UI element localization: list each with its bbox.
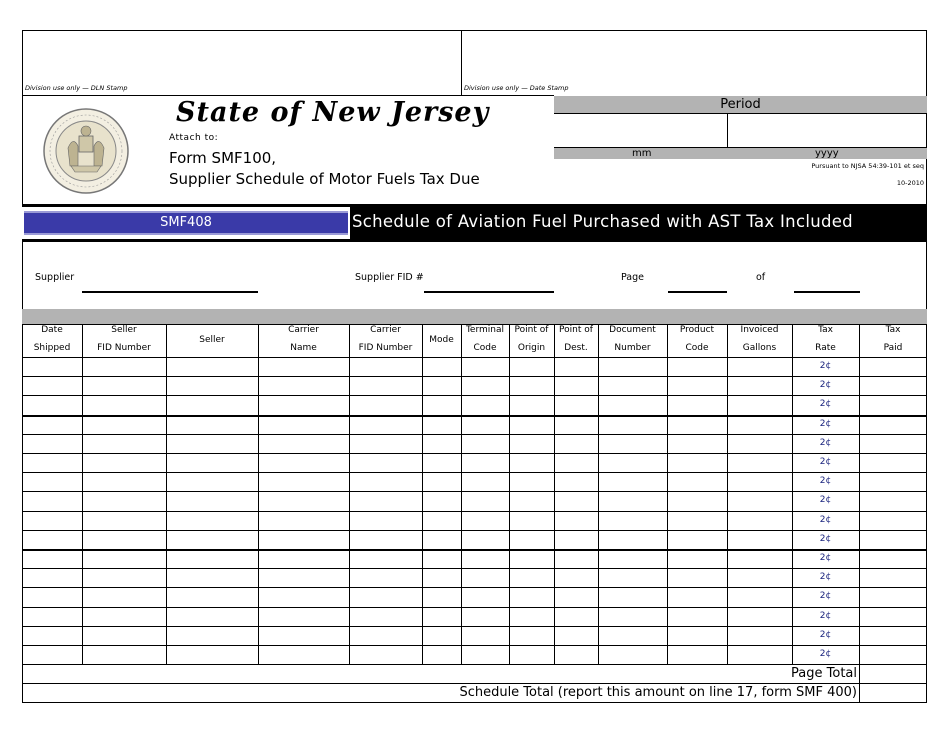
table-cell-input[interactable] — [599, 646, 667, 664]
table-cell-input[interactable] — [728, 550, 792, 568]
column-header — [792, 324, 859, 357]
table-cell-input[interactable] — [510, 416, 554, 434]
table-cell-input[interactable] — [350, 492, 422, 510]
table-cell-input[interactable] — [462, 627, 509, 645]
table-cell-input[interactable] — [510, 531, 554, 549]
table-cell-input[interactable] — [555, 396, 598, 414]
table-cell-input[interactable] — [423, 627, 461, 645]
tax-rate-value: 2¢ — [819, 572, 832, 583]
table-cell-input[interactable] — [728, 588, 792, 606]
table-cell-input[interactable] — [599, 608, 667, 626]
table-cell-input[interactable] — [259, 608, 349, 626]
table-cell-input[interactable] — [167, 435, 258, 453]
column-header-line2: Shipped — [33, 343, 71, 353]
table-cell-input[interactable] — [259, 646, 349, 664]
tax-rate-value: 2¢ — [819, 399, 832, 410]
table-cell-input[interactable] — [860, 435, 927, 453]
table-cell-input[interactable] — [555, 550, 598, 568]
column-header — [349, 324, 422, 357]
table-cell-input[interactable] — [423, 396, 461, 414]
table-cell-input[interactable] — [259, 396, 349, 414]
table-cell-input[interactable] — [167, 473, 258, 491]
table-cell-input[interactable] — [668, 416, 727, 434]
pursuant-note: Pursuant to NJSA 54:39-101 et seq — [811, 162, 924, 170]
table-cell-input[interactable] — [259, 454, 349, 472]
table-cell-input[interactable] — [599, 588, 667, 606]
table-cell-input[interactable] — [555, 454, 598, 472]
table-cell-input[interactable] — [259, 416, 349, 434]
table-cell-input[interactable] — [510, 396, 554, 414]
dln-stamp-label: Division use only — DLN Stamp — [25, 84, 128, 92]
table-cell-input[interactable] — [668, 531, 727, 549]
column-header-line2: Name — [290, 343, 317, 353]
table-cell-input[interactable] — [860, 473, 927, 491]
table-cell-input[interactable] — [350, 588, 422, 606]
table-cell-input[interactable] — [23, 531, 82, 549]
table-cell-input[interactable] — [668, 473, 727, 491]
table-cell-input[interactable] — [83, 512, 166, 530]
table-cell-input[interactable] — [510, 512, 554, 530]
table-cell-input[interactable] — [728, 512, 792, 530]
table-cell-input[interactable] — [668, 435, 727, 453]
column-header-line2: Code — [473, 343, 497, 353]
table-cell-input[interactable] — [728, 396, 792, 414]
column-header-line1: Tax — [885, 325, 901, 335]
table-cell-input[interactable] — [860, 416, 927, 434]
table-cell-input[interactable] — [83, 435, 166, 453]
column-header — [22, 324, 82, 357]
table-cell-input[interactable] — [23, 608, 82, 626]
column-header-line2: Origin — [517, 343, 546, 353]
table-cell-input[interactable] — [555, 531, 598, 549]
table-cell-input[interactable] — [350, 608, 422, 626]
period-label: Period — [720, 97, 761, 112]
column-header-line1: Terminal — [465, 325, 505, 335]
table-cell-input[interactable] — [167, 492, 258, 510]
table-cell-input[interactable] — [83, 358, 166, 376]
of-label: of — [756, 272, 766, 283]
column-header — [258, 324, 349, 357]
table-cell-input[interactable] — [599, 435, 667, 453]
table-cell-input[interactable] — [728, 608, 792, 626]
table-cell-input[interactable] — [423, 473, 461, 491]
table-cell-input[interactable] — [860, 531, 927, 549]
column-header-line1: Point of — [559, 325, 593, 335]
table-cell-input[interactable] — [350, 512, 422, 530]
table-cell-input[interactable] — [423, 531, 461, 549]
table-cell-input[interactable] — [167, 646, 258, 664]
table-cell-input[interactable] — [860, 358, 927, 376]
tax-rate-value: 2¢ — [819, 437, 832, 448]
table-cell-input[interactable] — [668, 377, 727, 395]
table-cell-input[interactable] — [83, 416, 166, 434]
date-stamp-label: Division use only — Date Stamp — [464, 84, 569, 92]
table-cell-input[interactable] — [860, 569, 927, 587]
table-cell-input[interactable] — [860, 377, 927, 395]
table-cell-input[interactable] — [599, 416, 667, 434]
table-cell-input[interactable] — [259, 550, 349, 568]
table-cell-input[interactable] — [510, 435, 554, 453]
table-cell-input[interactable] — [462, 646, 509, 664]
column-header — [461, 324, 509, 357]
table-cell-input[interactable] — [423, 377, 461, 395]
tax-rate-value: 2¢ — [819, 610, 832, 621]
table-cell-input[interactable] — [423, 550, 461, 568]
table-cell-input[interactable] — [83, 627, 166, 645]
table-cell-input[interactable] — [350, 416, 422, 434]
table-cell-input[interactable] — [350, 550, 422, 568]
table-cell-input[interactable] — [350, 531, 422, 549]
table-cell-input[interactable] — [728, 435, 792, 453]
table-cell-input[interactable] — [860, 608, 927, 626]
table-cell-input[interactable] — [668, 608, 727, 626]
table-cell-input[interactable] — [510, 358, 554, 376]
tax-rate-value: 2¢ — [819, 476, 832, 487]
table-cell-input[interactable] — [555, 416, 598, 434]
table-cell-input[interactable] — [259, 569, 349, 587]
table-cell-input[interactable] — [510, 627, 554, 645]
table-cell-input[interactable] — [23, 473, 82, 491]
column-header-line1: Seller — [199, 335, 225, 345]
table-cell-input[interactable] — [83, 550, 166, 568]
table-cell-input[interactable] — [423, 435, 461, 453]
table-cell-input[interactable] — [668, 512, 727, 530]
column-header-line1: Point of — [514, 325, 549, 335]
table-cell-input[interactable] — [668, 454, 727, 472]
table-cell-input[interactable] — [462, 473, 509, 491]
table-cell-input[interactable] — [462, 416, 509, 434]
table-cell-input[interactable] — [350, 646, 422, 664]
table-cell-input[interactable] — [510, 454, 554, 472]
table-cell-input[interactable] — [259, 588, 349, 606]
table-cell-input[interactable] — [462, 358, 509, 376]
table-cell-input[interactable] — [510, 646, 554, 664]
table-cell-input[interactable] — [728, 492, 792, 510]
tax-rate-value: 2¢ — [819, 591, 832, 602]
state-title: State of New Jersey — [176, 97, 490, 128]
table-cell-input[interactable] — [462, 550, 509, 568]
column-header-line2: FID Number — [97, 343, 151, 353]
column-header — [509, 324, 554, 357]
column-header — [422, 324, 461, 357]
table-cell-input[interactable] — [555, 492, 598, 510]
table-cell-input[interactable] — [462, 531, 509, 549]
table-cell-input[interactable] — [555, 512, 598, 530]
table-cell-input[interactable] — [555, 588, 598, 606]
table-cell-input[interactable] — [510, 588, 554, 606]
table-cell-input[interactable] — [462, 454, 509, 472]
table-cell-input[interactable] — [167, 550, 258, 568]
table-cell-input[interactable] — [728, 531, 792, 549]
table-cell-input[interactable] — [599, 473, 667, 491]
table-cell-input[interactable] — [167, 454, 258, 472]
table-cell-input[interactable] — [728, 627, 792, 645]
table-cell-input[interactable] — [23, 588, 82, 606]
column-header-line1: Seller — [111, 325, 137, 335]
table-cell-input[interactable] — [350, 473, 422, 491]
table-cell-input[interactable] — [462, 492, 509, 510]
table-cell-input[interactable] — [350, 454, 422, 472]
table-cell-input[interactable] — [599, 550, 667, 568]
table-cell-input[interactable] — [599, 512, 667, 530]
form-reference-line2: Supplier Schedule of Motor Fuels Tax Due — [169, 170, 480, 188]
table-cell-input[interactable] — [259, 531, 349, 549]
table-cell-input[interactable] — [423, 358, 461, 376]
table-cell-input[interactable] — [462, 512, 509, 530]
column-header — [166, 324, 258, 357]
table-cell-input[interactable] — [167, 608, 258, 626]
table-cell-input[interactable] — [860, 492, 927, 510]
table-cell-input[interactable] — [599, 454, 667, 472]
column-header-line2: Gallons — [742, 343, 777, 353]
table-cell-input[interactable] — [350, 435, 422, 453]
table-cell-input[interactable] — [259, 473, 349, 491]
table-cell-input[interactable] — [668, 646, 727, 664]
table-cell-input[interactable] — [83, 588, 166, 606]
table-cell-input[interactable] — [23, 435, 82, 453]
table-cell-input[interactable] — [728, 416, 792, 434]
table-cell-input[interactable] — [167, 377, 258, 395]
tax-rate-value: 2¢ — [819, 553, 832, 563]
table-cell-input[interactable] — [599, 396, 667, 414]
table-cell-input[interactable] — [259, 358, 349, 376]
column-header-line1: Product — [679, 325, 715, 335]
column-header-line1: Tax — [818, 325, 833, 335]
table-cell-input[interactable] — [23, 627, 82, 645]
tax-rate-value: 2¢ — [819, 361, 832, 371]
table-cell-input[interactable] — [83, 608, 166, 626]
table-cell-input[interactable] — [668, 588, 727, 606]
table-cell-input[interactable] — [350, 396, 422, 414]
table-cell-input[interactable] — [555, 627, 598, 645]
table-cell-input[interactable] — [23, 492, 82, 510]
table-cell-input[interactable] — [23, 512, 82, 530]
table-cell-input[interactable] — [668, 358, 727, 376]
table-cell-input[interactable] — [83, 396, 166, 414]
table-cell-input[interactable] — [167, 416, 258, 434]
tax-rate-value: 2¢ — [819, 457, 832, 467]
table-cell-input[interactable] — [728, 646, 792, 664]
table-cell-input[interactable] — [510, 550, 554, 568]
table-cell-input[interactable] — [599, 569, 667, 587]
table-cell-input[interactable] — [83, 377, 166, 395]
schedule-total-label: Schedule Total (report this amount on line 17, form SMF 400) — [459, 685, 857, 701]
table-cell-input[interactable] — [668, 492, 727, 510]
tax-rate-value: 2¢ — [819, 380, 832, 391]
tax-rate-value: 2¢ — [819, 533, 832, 544]
table-cell-input[interactable] — [167, 531, 258, 549]
table-cell-input[interactable] — [728, 454, 792, 472]
table-cell-input[interactable] — [599, 627, 667, 645]
table-cell-input[interactable] — [423, 569, 461, 587]
supplier-label: Supplier — [35, 272, 75, 283]
form-code: SMF408 — [160, 215, 212, 230]
table-cell-input[interactable] — [510, 608, 554, 626]
column-header-line2: Code — [685, 343, 709, 353]
table-cell-input[interactable] — [167, 588, 258, 606]
table-cell-input[interactable] — [23, 550, 82, 568]
table-cell-input[interactable] — [259, 627, 349, 645]
column-header-line2: Dest. — [564, 343, 588, 353]
table-cell-input[interactable] — [510, 569, 554, 587]
table-cell-input[interactable] — [860, 550, 927, 568]
table-cell-input[interactable] — [23, 358, 82, 376]
table-cell-input[interactable] — [350, 358, 422, 376]
table-cell-input[interactable] — [668, 569, 727, 587]
table-cell-input[interactable] — [599, 531, 667, 549]
column-header — [82, 324, 166, 357]
table-cell-input[interactable] — [728, 377, 792, 395]
column-header-line1: Document — [609, 325, 656, 335]
table-cell-input[interactable] — [510, 377, 554, 395]
table-cell-input[interactable] — [555, 473, 598, 491]
table-cell-input[interactable] — [860, 646, 927, 664]
table-cell-input[interactable] — [423, 454, 461, 472]
table-cell-input[interactable] — [860, 396, 927, 414]
table-cell-input[interactable] — [83, 646, 166, 664]
total-column-line — [859, 664, 860, 702]
table-cell-input[interactable] — [423, 608, 461, 626]
table-cell-input[interactable] — [83, 492, 166, 510]
tax-rate-value: 2¢ — [819, 649, 832, 659]
table-cell-input[interactable] — [83, 454, 166, 472]
column-header-line1: Date — [41, 325, 63, 335]
table-cell-input[interactable] — [23, 377, 82, 395]
table-cell-input[interactable] — [23, 454, 82, 472]
table-cell-input[interactable] — [462, 435, 509, 453]
table-cell-input[interactable] — [860, 512, 927, 530]
table-cell-input[interactable] — [555, 608, 598, 626]
tax-rate-value: 2¢ — [819, 418, 832, 429]
table-cell-input[interactable] — [167, 512, 258, 530]
table-cell-input[interactable] — [259, 512, 349, 530]
column-header-line1: Invoiced — [740, 325, 779, 335]
page-label: Page — [621, 272, 644, 283]
revision-date: 10-2010 — [896, 179, 924, 187]
column-header — [727, 324, 792, 357]
table-cell-input[interactable] — [860, 627, 927, 645]
table-cell-input[interactable] — [462, 396, 509, 414]
table-cell-input[interactable] — [167, 358, 258, 376]
column-header-line1: Carrier — [288, 325, 319, 335]
table-cell-input[interactable] — [423, 588, 461, 606]
table-cell-input[interactable] — [83, 473, 166, 491]
column-header — [667, 324, 727, 357]
table-cell-input[interactable] — [728, 473, 792, 491]
table-cell-input[interactable] — [668, 627, 727, 645]
supplier-fid-label: Supplier FID # — [355, 272, 424, 283]
table-cell-input[interactable] — [167, 627, 258, 645]
attach-to-label: Attach to: — [169, 133, 219, 143]
column-header-line1: Carrier — [370, 325, 401, 335]
form-reference-line1: Form SMF100, — [169, 149, 277, 167]
table-cell-input[interactable] — [462, 608, 509, 626]
column-header-line1: Mode — [429, 335, 454, 345]
mm-label: mm — [632, 148, 652, 159]
table-cell-input[interactable] — [350, 377, 422, 395]
page-total-input[interactable] — [861, 665, 926, 682]
table-cell-input[interactable] — [510, 492, 554, 510]
table-cell-input[interactable] — [555, 646, 598, 664]
table-cell-input[interactable] — [167, 396, 258, 414]
column-header — [554, 324, 598, 357]
table-cell-input[interactable] — [510, 473, 554, 491]
table-cell-input[interactable] — [860, 588, 927, 606]
table-cell-input[interactable] — [350, 569, 422, 587]
table-cell-input[interactable] — [599, 358, 667, 376]
table-cell-input[interactable] — [83, 569, 166, 587]
table-cell-input[interactable] — [423, 416, 461, 434]
column-header-line2: FID Number — [358, 343, 413, 353]
table-cell-input[interactable] — [259, 377, 349, 395]
table-cell-input[interactable] — [23, 416, 82, 434]
column-header — [598, 324, 667, 357]
table-cell-input[interactable] — [167, 569, 258, 587]
tax-rate-value: 2¢ — [819, 495, 832, 506]
tax-rate-value: 2¢ — [819, 629, 832, 640]
table-cell-input[interactable] — [555, 435, 598, 453]
table-cell-input[interactable] — [23, 569, 82, 587]
table-cell-input[interactable] — [350, 627, 422, 645]
column-header — [859, 324, 927, 357]
tax-rate-value: 2¢ — [819, 514, 832, 525]
table-cell-input[interactable] — [23, 396, 82, 414]
table-cell-input[interactable] — [555, 358, 598, 376]
schedule-total-input[interactable] — [861, 684, 926, 701]
table-cell-input[interactable] — [555, 377, 598, 395]
table-cell-input[interactable] — [23, 646, 82, 664]
page-total-label: Page Total — [791, 666, 857, 682]
schedule-title: Schedule of Aviation Fuel Purchased with AST Tax Included — [352, 212, 853, 231]
table-cell-input[interactable] — [423, 512, 461, 530]
table-cell-input[interactable] — [259, 492, 349, 510]
table-cell-input[interactable] — [599, 377, 667, 395]
table-cell-input[interactable] — [599, 492, 667, 510]
table-cell-input[interactable] — [860, 454, 927, 472]
table-cell-input[interactable] — [668, 396, 727, 414]
column-header-line2: Number — [614, 343, 651, 353]
table-cell-input[interactable] — [728, 569, 792, 587]
table-cell-input[interactable] — [462, 377, 509, 395]
table-cell-input[interactable] — [728, 358, 792, 376]
column-header-line2: Rate — [815, 343, 836, 353]
table-cell-input[interactable] — [83, 531, 166, 549]
yyyy-label: yyyy — [815, 148, 839, 159]
table-cell-input[interactable] — [555, 569, 598, 587]
table-cell-input[interactable] — [668, 550, 727, 568]
table-cell-input[interactable] — [462, 588, 509, 606]
table-cell-input[interactable] — [259, 435, 349, 453]
table-cell-input[interactable] — [462, 569, 509, 587]
table-cell-input[interactable] — [423, 646, 461, 664]
column-header-line2: Paid — [883, 343, 903, 353]
table-cell-input[interactable] — [423, 492, 461, 510]
